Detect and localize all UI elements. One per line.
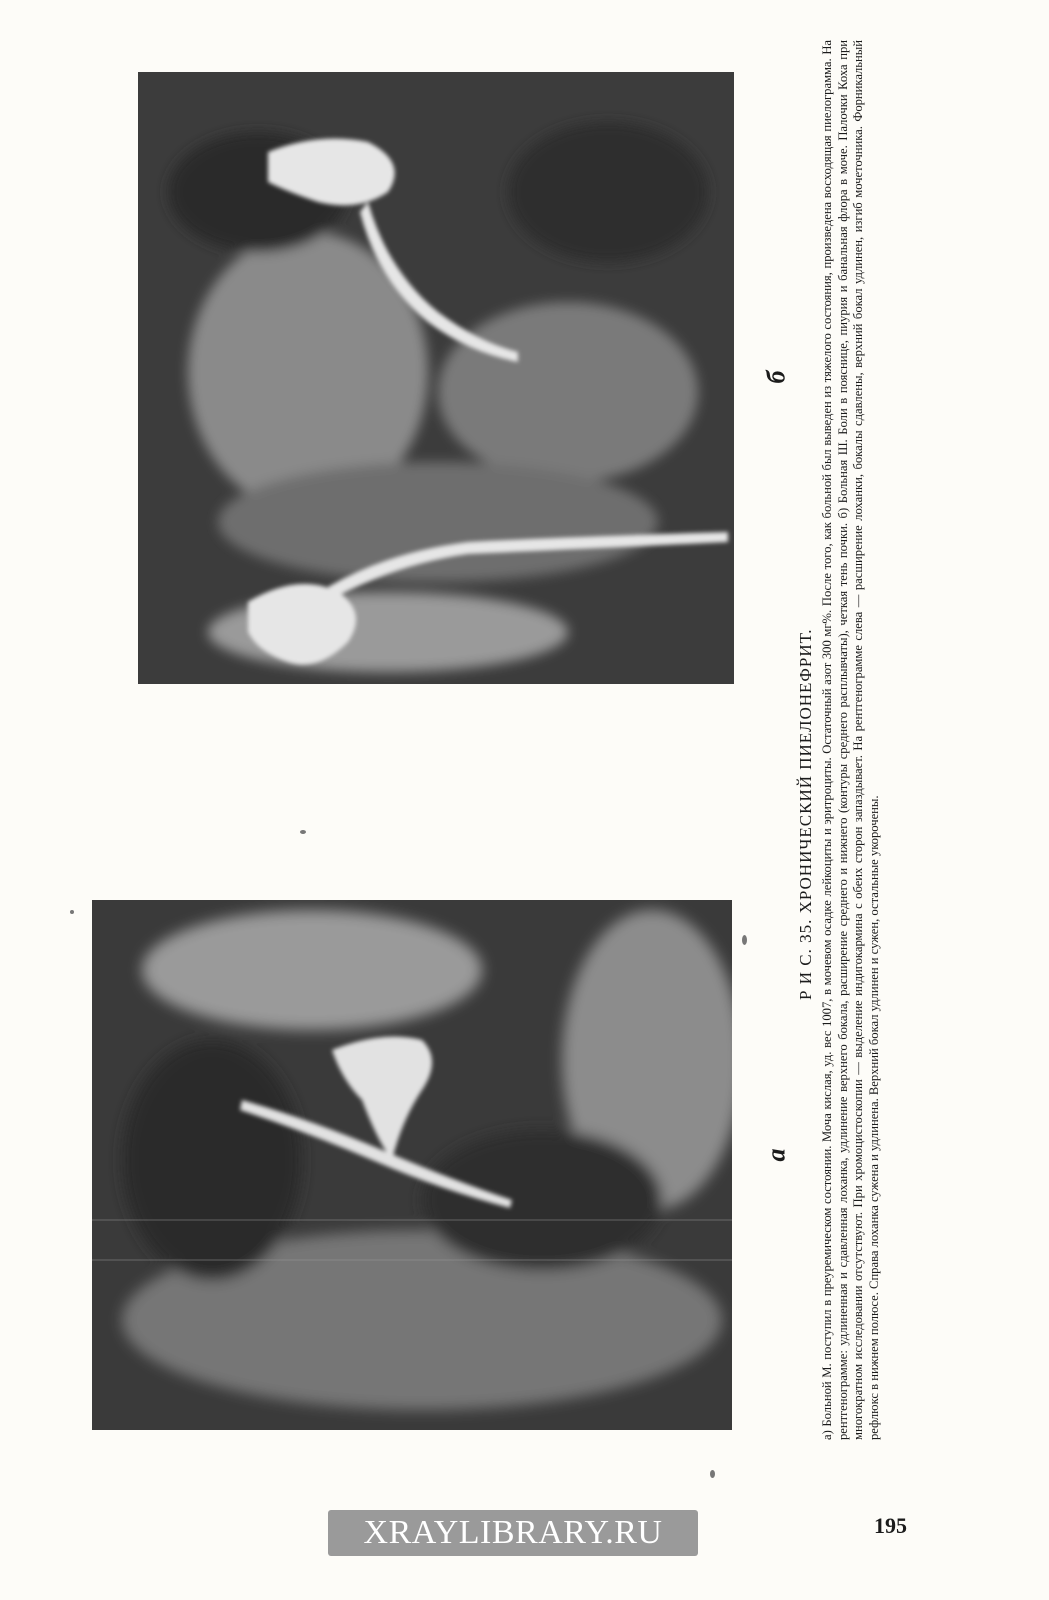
xray-b-drawing	[138, 72, 734, 684]
scan-speck	[710, 1470, 715, 1478]
xray-image-a	[92, 900, 732, 1430]
panel-label-a: а	[761, 1148, 791, 1162]
scan-speck	[300, 830, 306, 834]
figure-title: Р И С. 35. ХРОНИЧЕСКИЙ ПИЕЛОНЕФРИТ.	[796, 628, 815, 1000]
xray-image-b	[138, 72, 734, 684]
scan-speck	[70, 910, 74, 914]
page-number: 195	[874, 1513, 907, 1538]
figure-caption: а) Больной М. поступил в преуремическом состоянии. Моча кислая, уд. вес 1007, в мочевом осадке лейкоциты и эритроциты. Остаточный азот 300 мг%. После того, как больной был выведен из тяжелого состояния, произведена восходящая пиелограмма. На рентгенограмме: удлиненная и сдавленная лоханка, удлинение верхнего бокала, расширение среднего и нижнего (контуры среднего расплывчаты), четкая тень почки. б) Больная Ш. Боли в пояснице, пиурия и банальная флора в моче. Палочки Коха при многократном исследовании отсутствуют. При хромоцистоскопии — выделение индигокармина с обеих сторон запаздывает. На рентгенограмме слева — расширение лоханки, бокалы сдавлены, верхний бокал удлинен, изгиб мочеточника. Форникальный рефлюкс в нижнем полюсе. Справа лоханка сужена и удлинена. Верхний бокал удлинен и сужен, остальные укорочены.	[820, 40, 881, 1440]
panel-label-b: б	[761, 370, 791, 384]
xray-a-drawing	[92, 900, 732, 1430]
watermark-banner: XRAYLIBRARY.RU	[328, 1510, 698, 1556]
scan-speck	[742, 935, 747, 945]
